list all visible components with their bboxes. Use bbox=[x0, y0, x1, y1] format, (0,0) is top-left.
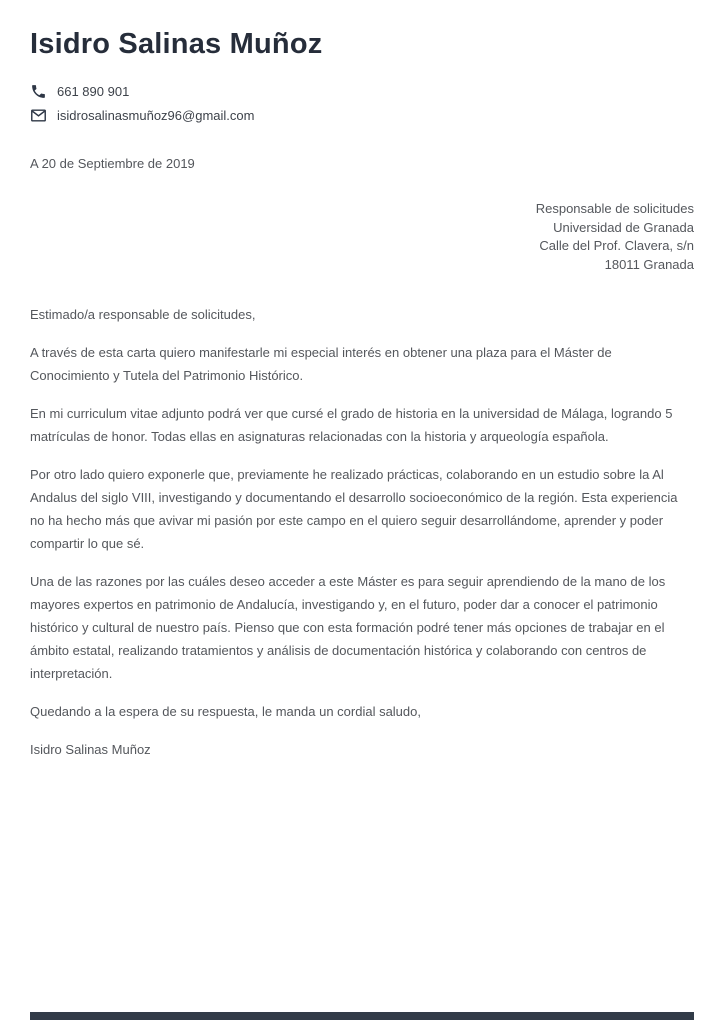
recipient-line: Responsable de solicitudes bbox=[535, 201, 694, 216]
phone-number: 661 890 901 bbox=[57, 84, 130, 99]
salutation: Estimado/a responsable de solicitudes, bbox=[30, 307, 256, 322]
contact-phone-row bbox=[30, 83, 694, 100]
recipient-line: Universidad de Granada bbox=[553, 219, 694, 235]
footer-accent-bar bbox=[30, 1012, 694, 1020]
body-paragraph: Por otro lado quiero exponerle que, previamente he realizado prácticas, colaborando en un estudio sobre la Al Andalus del siglo VIII, investigando y documentando el desarrollo socioeconómico de la región. Esta experiencia no ha hecho más que avivar mi pasión por este campo en el quiero seguir desarrollándome, aprender y poder compartir lo que sé. bbox=[30, 467, 678, 551]
page-title: Isidro Salinas Muñoz bbox=[30, 28, 323, 60]
letter-date: A 20 de Septiembre de 2019 bbox=[30, 156, 195, 171]
body-paragraph: A través de esta carta quiero manifestarle mi especial interés en obtener una plaza para el Máster de Conocimiento y Tutela del Patrimonio Histórico. bbox=[30, 345, 612, 383]
recipient-address-block bbox=[30, 200, 694, 274]
closing-line: Quedando a la espera de su respuesta, le manda un cordial saludo, bbox=[30, 704, 421, 719]
envelope-icon bbox=[30, 107, 47, 124]
recipient-line: 18011 Granada bbox=[604, 256, 694, 272]
email-address: isidrosalinasmuñoz96@gmail.com bbox=[57, 108, 255, 123]
body-paragraph: Una de las razones por las cuáles deseo acceder a este Máster es para seguir aprendiendo de la mano de los mayores expertos en patrimonio de Andalucía, investigando y, en el futuro, poder dar a conocer el patrimonio histórico y cultural de nuestro país. Pienso que con esta formación podré tener más opciones de trabajar en el ámbito estatal, realizando tratamientos y análisis de documentación histórica y colaborando con centros de interpretación. bbox=[30, 574, 666, 681]
signature: Isidro Salinas Muñoz bbox=[30, 742, 151, 757]
recipient-line: Calle del Prof. Clavera, s/n bbox=[539, 238, 694, 253]
body-paragraph: En mi curriculum vitae adjunto podrá ver que cursé el grado de historia en la universidad de Málaga, logrando 5 matrículas de honor. Todas ellas en asignaturas relacionadas con la historia y arqueología española. bbox=[30, 406, 673, 444]
letter-body bbox=[30, 303, 694, 761]
contact-email-row bbox=[30, 107, 694, 124]
phone-icon bbox=[30, 83, 47, 100]
